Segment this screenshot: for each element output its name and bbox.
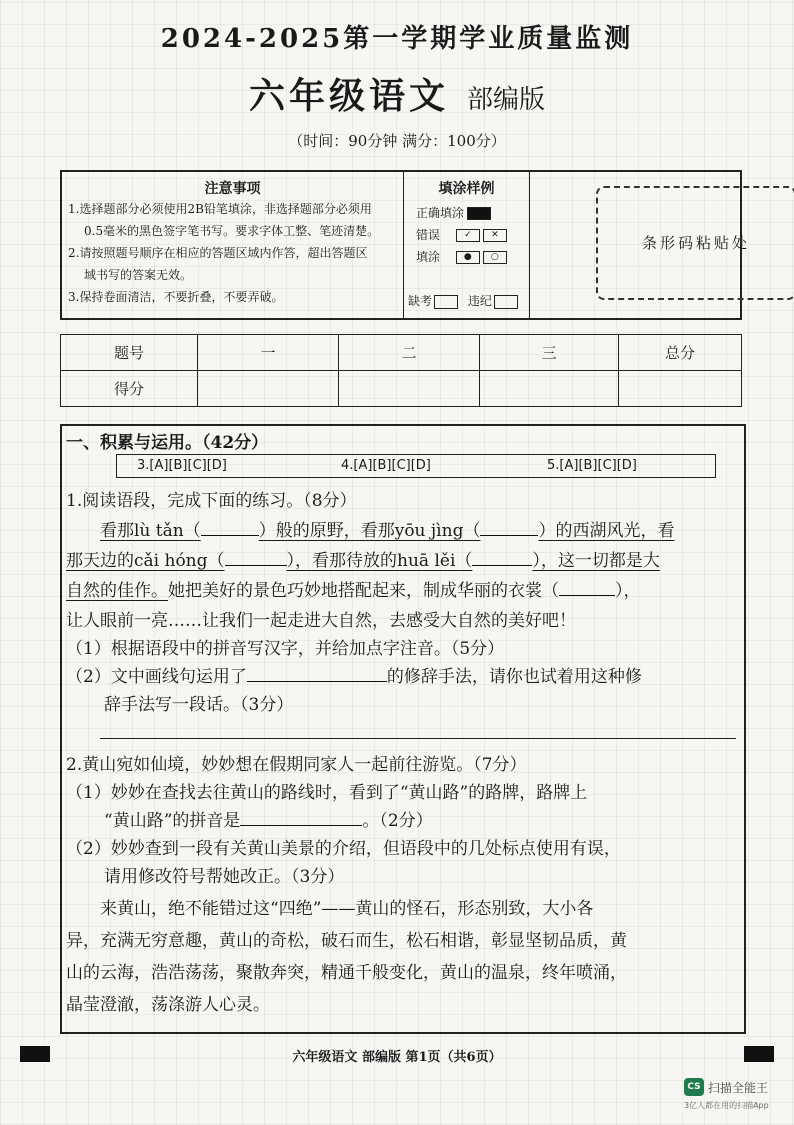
q2-passage-line: 山的云海，浩浩荡荡，聚散奔突，精通千般变化，黄山的温泉，终年喷涌， [66, 963, 627, 983]
exam-title: 2024-2025第一学期学业质量监测 [160, 24, 634, 54]
q2-passage-line: 异，充满无穷意趣，黄山的奇松，破石而生，松石相谐，彰显坚韧品质，黄 [66, 931, 627, 951]
circle-mark-icon: ○ [483, 251, 507, 264]
q1-paragraph-line: 让人眼前一亮……让我们一起走进大自然，去感受大自然的美好吧！ [66, 611, 576, 631]
absent-row [408, 292, 524, 309]
wrong-fill-label: 错误 [416, 228, 441, 242]
notice-section [62, 172, 404, 318]
cross-mark-icon: ✕ [483, 229, 507, 242]
score-cell[interactable] [619, 371, 742, 407]
notice-box [60, 170, 750, 320]
q2-title: 2.黄山宛如仙境，妙妙想在假期同家人一起前往游览。（7分） [66, 755, 527, 775]
check-mark-icon: ✓ [456, 229, 480, 242]
answer-bubbles-q4[interactable]: 4.[A][B][C][D] [341, 458, 431, 473]
table-row [61, 335, 742, 371]
q1-paragraph-line [66, 576, 742, 601]
answer-blank[interactable] [240, 811, 362, 826]
table-cell: 总分 [619, 335, 742, 371]
score-cell[interactable] [480, 371, 619, 407]
score-table [60, 334, 742, 407]
answer-blank[interactable] [559, 581, 615, 596]
text-run: 她把美好的景色巧妙地搭配起来，制成华丽的衣裳（ [168, 581, 559, 601]
violation-checkbox[interactable] [494, 295, 518, 309]
page-footer: 六年级语文 部编版 第1页（共6页） [292, 1050, 502, 1065]
text-run: 的修辞手法，请你也试着用这种修 [386, 667, 642, 687]
answer-bubbles-q3[interactable]: 3.[A][B][C][D] [137, 458, 227, 473]
correct-fill-row [404, 202, 529, 224]
absent-label: 缺考 [408, 294, 433, 308]
writing-line[interactable] [100, 738, 736, 739]
answer-blank[interactable] [480, 521, 538, 536]
text-run: ）的西湖风光，看 [538, 521, 675, 541]
edition-label: 部编版 [467, 85, 546, 115]
q1-title: 1.阅读语段，完成下面的练习。（8分） [66, 491, 357, 511]
answer-blank[interactable] [247, 667, 387, 682]
filled-mark-icon [467, 207, 491, 220]
time-info: （时间：90分钟 满分：100分） [288, 132, 506, 150]
underlined-sentence: 自然的佳作。 [66, 581, 168, 601]
barcode-area [596, 186, 794, 300]
answer-blank[interactable] [225, 551, 287, 566]
text-run: “黄山路”的拼音是 [104, 811, 241, 831]
table-cell: 三 [480, 335, 619, 371]
text-run: 。（2分） [362, 811, 433, 831]
correct-fill-label: 正确填涂 [416, 206, 465, 220]
answer-blank[interactable] [201, 521, 259, 536]
scanner-logo-icon: CS [684, 1078, 704, 1096]
text-run: 看那lù tǎn（ [100, 521, 201, 541]
text-run: ）般的原野，看那yōu jìng（ [258, 521, 481, 541]
q2-sub2-cont: 请用修改符号帮她改正。（3分） [104, 867, 345, 887]
q1-sub1: （1）根据语段中的拼音写汉字，并给加点字注音。（5分） [66, 639, 505, 659]
table-cell: 一 [198, 335, 339, 371]
q1-paragraph-line [66, 516, 742, 541]
score-cell[interactable] [198, 371, 339, 407]
dot-mark-icon: ● [456, 251, 480, 264]
notice-item: 0.5毫米的黑色签字笔书写。要求字体工整、笔迹清楚。 [84, 224, 380, 238]
text-run: （2）文中画线句运用了 [66, 667, 247, 687]
scanner-tagline: 3亿人都在用的扫描App [684, 1101, 769, 1110]
scanner-app-name: 扫描全能王 [708, 1081, 769, 1095]
answer-blank[interactable] [472, 551, 532, 566]
section-heading: 一、积累与运用。（42分） [66, 433, 269, 453]
answer-bubbles-q5[interactable]: 5.[A][B][C][D] [547, 458, 637, 473]
text-run: ）， [615, 581, 641, 601]
absent-checkbox[interactable] [434, 295, 458, 309]
q2-sub1: （1）妙妙在查找去往黄山的路线时，看到了“黄山路”的路牌，路牌上 [66, 783, 588, 803]
wrong-fill-row [404, 224, 529, 246]
barcode-label: 条形码粘贴处 [641, 234, 750, 252]
text-run: ），这一切都是大 [532, 551, 660, 571]
q2-passage-line: 来黄山，绝不能错过这“四绝”——黄山的怪石，形态别致，大小各 [100, 899, 594, 919]
table-cell: 得分 [61, 371, 198, 407]
q1-sub2 [66, 662, 742, 687]
fill-sample-title: 填涂样例 [438, 181, 495, 197]
notice-title: 注意事项 [204, 181, 261, 197]
wrong-fill-label-2: 填涂 [416, 250, 441, 264]
q2-sub2: （2）妙妙查到一段有关黄山美景的介绍，但语段中的几处标点使用有误， [66, 839, 621, 859]
q1-paragraph-line [66, 546, 742, 571]
q2-passage-line: 晶莹澄澈，荡涤游人心灵。 [66, 995, 270, 1015]
text-run: ），看那待放的huā lěi（ [286, 551, 473, 571]
table-cell: 题号 [61, 335, 198, 371]
notice-item: 域书写的答案无效。 [84, 268, 193, 282]
q1-sub2-cont: 辞手法写一段话。（3分） [104, 695, 294, 715]
violation-label: 违纪 [467, 294, 492, 308]
notice-item: 2.请按照题号顺序在相应的答题区域内作答，超出答题区 [68, 246, 368, 260]
table-cell: 二 [339, 335, 480, 371]
q2-sub1-cont [66, 806, 742, 831]
subject-title: 六年级语文 [248, 75, 449, 117]
answer-bubble-row [116, 454, 716, 478]
notice-item: 1.选择题部分必须使用2B铅笔填涂，非选择题部分必须用 [68, 202, 372, 216]
score-cell[interactable] [339, 371, 480, 407]
notice-item: 3.保持卷面清洁，不要折叠，不要弄破。 [68, 290, 284, 304]
wrong-fill-row-2 [404, 246, 529, 268]
table-row [61, 371, 742, 407]
text-run: 那天边的cǎi hóng（ [66, 551, 225, 571]
exam-subtitle [0, 68, 794, 119]
